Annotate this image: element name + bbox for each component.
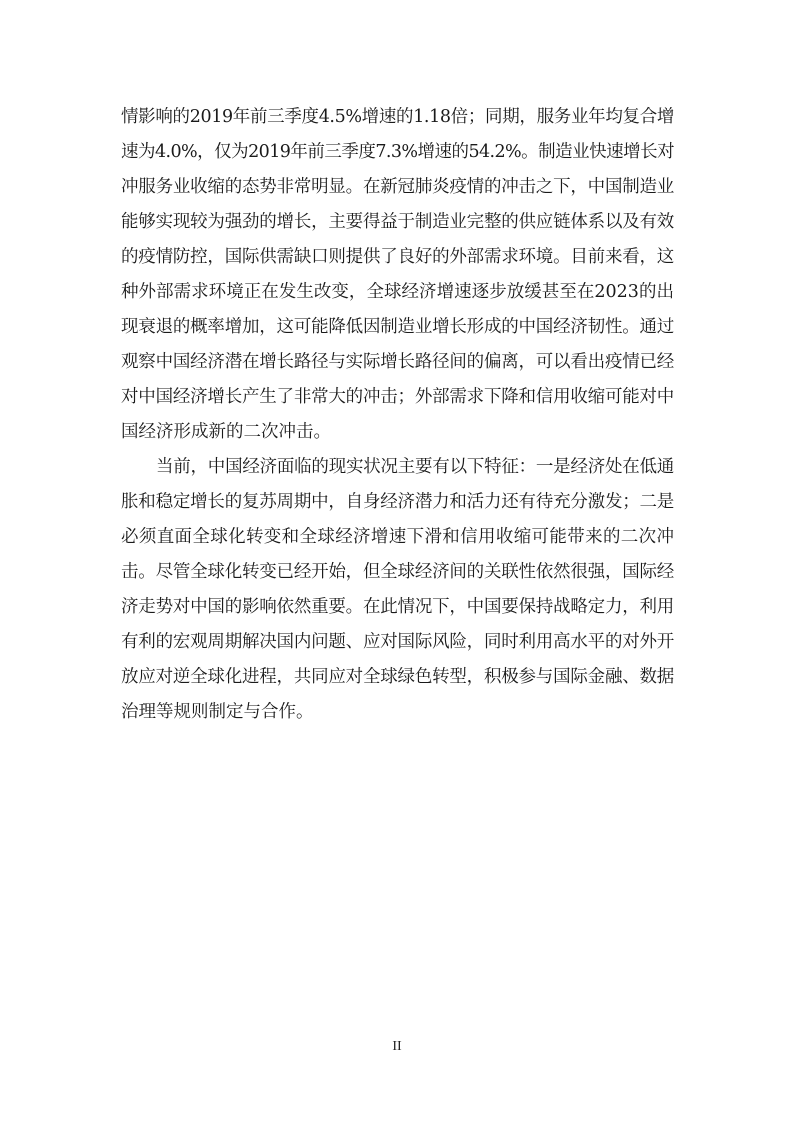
text-line: 的疫情防控，国际供需缺口则提供了良好的外部需求环境。目前来看，这 xyxy=(121,247,674,267)
page-body xyxy=(121,100,674,730)
text-line: 现衰退的概率增加，这可能降低因制造业增长形成的中国经济韧性。通过 xyxy=(121,317,674,337)
page-number: II xyxy=(392,1039,402,1054)
text-line: 济走势对中国的影响依然重要。在此情况下，中国要保持战略定力，利用 xyxy=(121,597,674,617)
paragraph-current-situation xyxy=(121,450,674,730)
text-line: 种外部需求环境正在发生改变，全球经济增速逐步放缓甚至在2023的出 xyxy=(121,282,674,302)
text-line: 胀和稳定增长的复苏周期中，自身经济潜力和活力还有待充分激发；二是 xyxy=(121,492,674,512)
text-line: 放应对逆全球化进程，共同应对全球绿色转型，积极参与国际金融、数据 xyxy=(121,667,674,687)
text-line: 情影响的2019年前三季度4.5%增速的1.18倍；同期，服务业年均复合增 xyxy=(121,107,674,127)
text-line: 冲服务业收缩的态势非常明显。在新冠肺炎疫情的冲击之下，中国制造业 xyxy=(121,177,674,197)
text-line: 观察中国经济潜在增长路径与实际增长路径间的偏离，可以看出疫情已经 xyxy=(121,352,674,372)
text-line: 速为4.0%，仅为2019年前三季度7.3%增速的54.2%。制造业快速增长对 xyxy=(121,142,674,162)
text-line: 必须直面全球化转变和全球经济增速下滑和信用收缩可能带来的二次冲 xyxy=(121,527,674,547)
text-line: 击。尽管全球化转变已经开始，但全球经济间的关联性依然很强，国际经 xyxy=(121,562,674,582)
text-line: 对中国经济增长产生了非常大的冲击；外部需求下降和信用收缩可能对中 xyxy=(121,387,674,407)
text-line: 有利的宏观周期解决国内问题、应对国际风险，同时利用高水平的对外开 xyxy=(121,632,674,652)
text-line: 当前，中国经济面临的现实状况主要有以下特征：一是经济处在低通 xyxy=(156,457,674,477)
text-line: 治理等规则制定与合作。 xyxy=(121,702,314,722)
text-line: 能够实现较为强劲的增长，主要得益于制造业完整的供应链体系以及有效 xyxy=(121,212,674,232)
paragraph-continuation xyxy=(121,100,674,450)
text-line: 国经济形成新的二次冲击。 xyxy=(121,422,331,442)
